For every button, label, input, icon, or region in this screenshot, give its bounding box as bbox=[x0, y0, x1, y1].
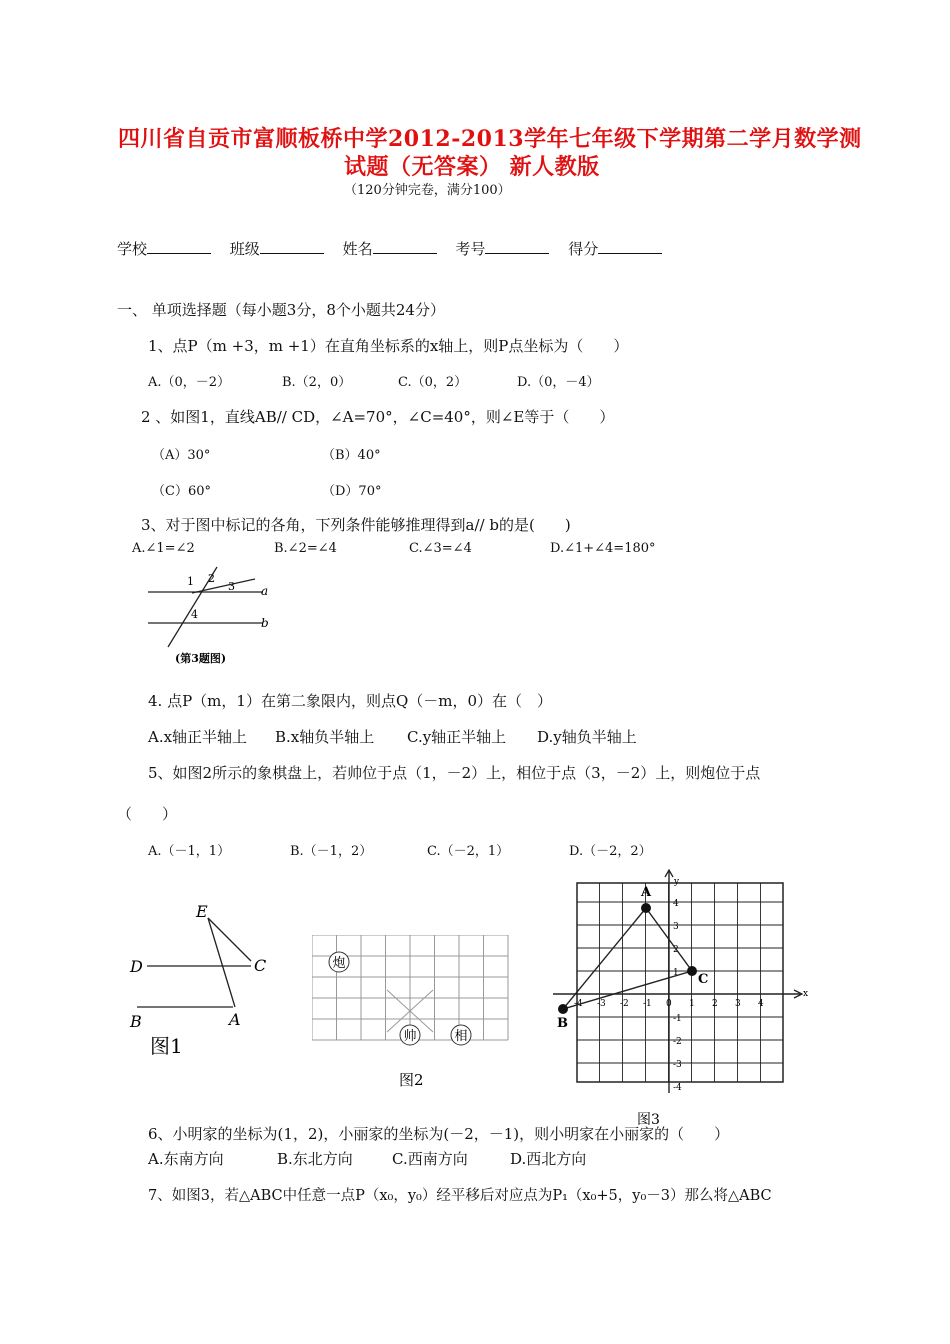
q2-option-c: （C）60° bbox=[152, 484, 211, 499]
q1-text: 1、点P（m +3，m +1）在直角坐标系的x轴上，则P点坐标为（ ） bbox=[148, 337, 629, 355]
point-b-label: B bbox=[557, 1016, 568, 1031]
q3-label-1: 1 bbox=[187, 575, 194, 588]
x-tick-label: -1 bbox=[643, 999, 652, 1009]
q6-option-b: B.东北方向 bbox=[277, 1150, 353, 1168]
q1-option-c: C.（0，2） bbox=[398, 375, 468, 390]
point-a-marker bbox=[641, 903, 651, 913]
y-tick-label: -4 bbox=[673, 1083, 682, 1093]
q3-label-4: 4 bbox=[191, 608, 198, 621]
point-c-marker bbox=[687, 966, 697, 976]
q3-option-c: C.∠3=∠4 bbox=[409, 541, 472, 556]
q4-option-c: C.y轴正半轴上 bbox=[407, 728, 507, 746]
x-tick-label: 1 bbox=[689, 999, 695, 1009]
point-c-label: C bbox=[698, 972, 709, 987]
chess-board-grid bbox=[312, 935, 508, 1040]
axis-x-label: x bbox=[803, 989, 809, 999]
q3-label-2: 2 bbox=[208, 572, 215, 585]
fig3-caption: 图3 bbox=[637, 1112, 660, 1128]
figure-3 bbox=[548, 868, 818, 1128]
info-fields bbox=[117, 238, 676, 259]
q6-option-a: A.东南方向 bbox=[148, 1150, 224, 1168]
info-name-label: 姓名 bbox=[342, 240, 373, 258]
x-tick-label: 3 bbox=[735, 999, 741, 1009]
q3-text: 3、对于图中标记的各角，下列条件能够推理得到a// b的是( ) bbox=[141, 516, 571, 534]
fig1-label-c: C bbox=[254, 956, 267, 975]
q3-label-3: 3 bbox=[228, 580, 235, 593]
x-tick-label: -2 bbox=[620, 999, 629, 1009]
q4-option-b: B.x轴负半轴上 bbox=[275, 728, 375, 746]
figure-2 bbox=[312, 935, 512, 1095]
title-line-1: 四川省自贡市富顺板桥中学2012-2013学年七年级下学期第二学月数学测 bbox=[118, 126, 862, 152]
q3-option-d: D.∠1+∠4=180° bbox=[550, 541, 656, 556]
y-tick-label: -1 bbox=[673, 1014, 682, 1024]
fig1-label-d: D bbox=[130, 957, 143, 976]
q2-option-d: （D）70° bbox=[322, 484, 382, 499]
axis-y-label: y bbox=[674, 877, 680, 887]
q5-text: 5、如图2所示的象棋盘上，若帅位于点（1，－2）上，相位于点（3，－2）上，则炮位于点 bbox=[148, 764, 761, 782]
q2-text: 2 、如图1，直线AB// CD，∠A=70°，∠C=40°，则∠E等于（ ） bbox=[141, 408, 615, 426]
fig2-caption: 图2 bbox=[399, 1071, 424, 1089]
q7-text: 7、如图3，若△ABC中任意一点P（x₀，y₀）经平移后对应点为P₁（x₀+5，y₀－3）那么将△ABC bbox=[148, 1188, 772, 1204]
q1-option-a: A.（0，－2） bbox=[148, 375, 231, 390]
coordinate-grid bbox=[577, 883, 783, 1082]
q6-option-d: D.西北方向 bbox=[510, 1150, 587, 1168]
x-tick-labels bbox=[574, 999, 764, 1009]
number-blank[interactable] bbox=[485, 239, 549, 254]
x-tick-label: 0 bbox=[666, 999, 672, 1009]
figure-1 bbox=[125, 895, 285, 1065]
q5-paren: （ ） bbox=[117, 805, 178, 823]
fig1-label-a: A bbox=[229, 1010, 241, 1029]
info-school-label: 学校 bbox=[117, 240, 148, 258]
class-blank[interactable] bbox=[260, 239, 324, 254]
fig1-label-e: E bbox=[196, 902, 208, 921]
fig1-label-b: B bbox=[130, 1012, 142, 1031]
y-tick-label: 3 bbox=[673, 922, 679, 932]
q1-option-b: B.（2，0） bbox=[282, 375, 352, 390]
y-tick-label: 2 bbox=[673, 945, 679, 955]
q5-option-b: B.（－1，2） bbox=[290, 844, 373, 859]
subtitle: （120分钟完卷，满分100） bbox=[344, 183, 511, 198]
q2-option-b: （B）40° bbox=[322, 448, 381, 463]
school-blank[interactable] bbox=[147, 239, 211, 254]
piece-pao bbox=[329, 952, 349, 972]
fig1-caption: 图1 bbox=[150, 1034, 183, 1058]
x-tick-label: -3 bbox=[597, 999, 606, 1009]
q3-option-b: B.∠2=∠4 bbox=[274, 541, 337, 556]
section-1-heading: 一、 单项选择题（每小题3分，8个小题共24分） bbox=[117, 301, 445, 319]
piece-xiang-label: 相 bbox=[454, 1029, 468, 1044]
y-tick-label: 1 bbox=[673, 968, 679, 978]
name-blank[interactable] bbox=[373, 239, 437, 254]
q4-option-d: D.y轴负半轴上 bbox=[537, 728, 637, 746]
q4-text: 4. 点P（m，1）在第二象限内，则点Q（－m，0）在（ ） bbox=[148, 692, 553, 710]
grid-border bbox=[577, 883, 783, 1082]
piece-xiang bbox=[451, 1025, 471, 1045]
q2-option-a: （A）30° bbox=[152, 448, 211, 463]
x-tick-label: 2 bbox=[712, 999, 718, 1009]
piece-shuai bbox=[400, 1025, 420, 1045]
q6-text: 6、小明家的坐标为(1，2)，小丽家的坐标为(－2，－1)，则小明家在小丽家的（ ） bbox=[148, 1125, 730, 1143]
info-number-label: 考号 bbox=[455, 240, 486, 258]
info-score-label: 得分 bbox=[568, 240, 599, 258]
q3-caption: (第3题图) bbox=[175, 652, 227, 665]
y-tick-label: -3 bbox=[673, 1060, 682, 1070]
piece-pao-label: 炮 bbox=[332, 956, 346, 971]
q3-option-a: A.∠1=∠2 bbox=[132, 541, 195, 556]
q4-option-a: A.x轴正半轴上 bbox=[148, 728, 248, 746]
q3-figure bbox=[140, 565, 290, 670]
y-tick-label: -2 bbox=[673, 1037, 682, 1047]
q5-option-d: D.（－2，2） bbox=[569, 844, 652, 859]
q3-label-a: a bbox=[261, 584, 269, 598]
q1-option-d: D.（0，－4） bbox=[517, 375, 600, 390]
title-line-2: 试题（无答案） 新人教版 bbox=[344, 154, 600, 180]
x-tick-label: 4 bbox=[758, 999, 764, 1009]
q5-option-a: A.（－1，1） bbox=[148, 844, 231, 859]
q5-option-c: C.（－2，1） bbox=[427, 844, 510, 859]
y-tick-label: 4 bbox=[673, 899, 679, 909]
q6-option-c: C.西南方向 bbox=[392, 1150, 468, 1168]
q3-label-b: b bbox=[261, 616, 269, 630]
transversal-2 bbox=[192, 579, 255, 593]
piece-shuai-label: 帅 bbox=[403, 1029, 417, 1044]
point-b-marker bbox=[558, 1004, 568, 1014]
info-class-label: 班级 bbox=[229, 240, 260, 258]
point-a-label: A bbox=[641, 885, 652, 900]
score-blank[interactable] bbox=[598, 239, 662, 254]
x-tick-label: -4 bbox=[574, 999, 583, 1009]
y-tick-labels bbox=[673, 899, 682, 1093]
